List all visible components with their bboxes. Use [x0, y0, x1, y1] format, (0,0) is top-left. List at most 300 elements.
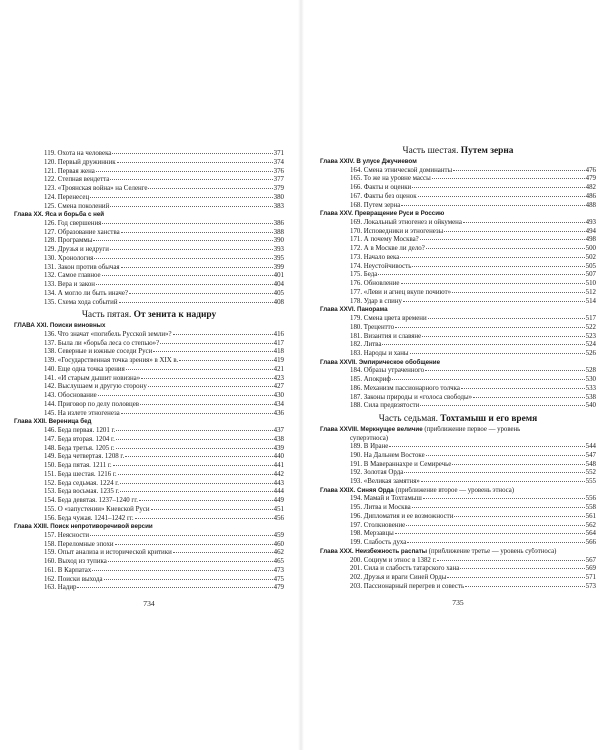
toc-entry	[14, 558, 284, 567]
toc-entry-title: 182. Литва	[350, 341, 382, 349]
dot-leader	[452, 291, 585, 293]
toc-entry-page: 569	[585, 565, 596, 573]
left-page	[0, 0, 298, 750]
toc-entry-title: 129. Друзья и недруги	[44, 246, 109, 254]
dot-leader	[426, 454, 585, 456]
toc-entry-page: 438	[273, 435, 284, 443]
dot-leader	[432, 177, 585, 179]
toc-entry-page: 439	[273, 444, 284, 452]
chapter-title: Глава XXVIII. Меркнущее величие	[320, 426, 423, 434]
toc-entry-title: 150. Беда пятая. 1211 г.	[44, 462, 112, 470]
toc-entry-title: 130. Хронология	[44, 254, 94, 262]
toc-entry	[14, 541, 284, 550]
chapter-title: Глава XXV. Превращение Руси в Россию	[320, 210, 445, 218]
toc-entry-title: 147. Беда вторая. 1204 г.	[44, 435, 115, 443]
toc-entry-title: 133. Вера и закон	[44, 281, 95, 289]
dot-leader	[428, 317, 585, 319]
chapter-title: Глава XXIII. Поиск непротиворечивой версии	[14, 523, 153, 531]
toc-entry-page: 494	[585, 227, 596, 235]
toc-entry	[14, 272, 284, 281]
toc-entry	[14, 331, 284, 340]
dot-leader	[412, 186, 584, 188]
chapter-title: Глава XXVII. Эмпирическое обобщение	[320, 358, 441, 366]
toc-entry-page: 512	[585, 288, 596, 296]
dot-leader	[110, 205, 272, 207]
toc-entry-title: 141. «И старым дышит новизна»	[44, 374, 141, 382]
toc-entry-title: 189. В Иране	[350, 443, 389, 451]
page-number: 734	[143, 599, 155, 609]
toc-entry-title: 162. Поиски выхода	[44, 575, 103, 583]
toc-entry-title: 199. Слабость духа	[350, 539, 407, 547]
toc-entry	[320, 341, 596, 350]
toc-entry	[14, 290, 284, 299]
toc-entry-page: 507	[585, 271, 596, 279]
toc-entry-title: 177. «Леви и агнец вкупе почиют»	[350, 288, 452, 296]
toc-entry	[14, 506, 284, 515]
toc-entry-page: 371	[273, 150, 284, 157]
toc-entry	[320, 167, 596, 176]
toc-entry-page: 444	[273, 488, 284, 496]
toc-entry-page: 377	[273, 176, 284, 184]
toc-entry	[320, 289, 596, 298]
dot-leader	[421, 480, 585, 482]
toc-entry-title: 151. Беда шестая. 1216 г.	[44, 470, 117, 478]
dot-leader	[104, 578, 273, 580]
toc-entry-title: 167. Факты без оценок	[350, 192, 417, 200]
dot-leader	[121, 266, 273, 268]
dot-leader	[141, 377, 273, 379]
dot-leader	[116, 447, 273, 449]
chapter-heading	[320, 359, 596, 368]
dot-leader	[90, 196, 273, 198]
toc-entry-page: 486	[585, 192, 596, 200]
toc-entry-title: 164. Смена этнической доминанты	[350, 166, 453, 174]
toc-entry-title: 195. Литва и Москва	[350, 504, 411, 512]
toc-entry	[14, 453, 284, 462]
toc-entry	[14, 229, 284, 238]
dot-leader	[77, 586, 272, 588]
toc-entry-page: 434	[273, 400, 284, 408]
dot-leader	[473, 396, 585, 398]
toc-entry-title: 186. Механизм пассионарного толчка	[350, 384, 460, 392]
toc-entry-title: 202. Друзья и враги Синей Орды	[350, 574, 447, 582]
toc-entry-title: 191. В Мавераннахре и Семиречье	[350, 460, 452, 468]
dot-leader	[465, 585, 585, 587]
dot-leader	[98, 394, 273, 396]
dot-leader	[96, 170, 273, 172]
dot-leader	[140, 403, 273, 405]
toc-entry-page: 460	[273, 540, 284, 548]
toc-entry-page: 530	[585, 376, 596, 384]
toc-entry-title: 121. Первая жена	[44, 167, 95, 175]
toc-entry	[14, 375, 284, 384]
toc-entry	[14, 255, 284, 264]
dot-leader	[112, 152, 272, 154]
toc-entry-page: 449	[273, 497, 284, 505]
toc-entry-title: 176. Обновление	[350, 280, 400, 288]
chapter-title: Глава XXIX. Синяя Орда	[320, 486, 394, 494]
dot-leader	[461, 387, 585, 389]
toc-entry-title: 193. «Великая замятня»	[350, 478, 420, 486]
toc-entry-title: 168. Путем зерна	[350, 201, 401, 209]
chapter-note: (приближение первое — уровень	[422, 426, 521, 434]
toc-entry	[14, 427, 284, 436]
part-title	[320, 145, 596, 157]
toc-entry	[320, 461, 596, 470]
dot-leader	[173, 333, 273, 335]
dot-leader	[412, 265, 584, 267]
part-subtitle: Тохтамыш и его время	[440, 414, 538, 425]
dot-leader	[110, 248, 273, 250]
toc-entry	[320, 583, 596, 592]
toc-entry-title: 178. Удар в спину	[350, 297, 402, 305]
chapter-title: Глава XX. Яса и борьба с ней	[14, 211, 105, 219]
toc-entry	[14, 220, 284, 229]
dot-leader	[139, 499, 273, 501]
toc-entry-title: 194. Мамай и Тохтамыш	[350, 495, 422, 503]
dot-leader	[118, 473, 273, 475]
toc-entry	[320, 315, 596, 324]
toc-entry-title: 161. В Карпатах	[44, 566, 92, 574]
toc-entry-title: 144. Приговор по делу половцев	[44, 400, 140, 408]
toc-entry	[14, 401, 284, 410]
toc-entry-title: 173. Начало века	[350, 253, 400, 261]
toc-entry-title: 131. Закон против обычая	[44, 263, 120, 271]
chapter-heading	[14, 211, 284, 220]
toc-entry-page: 566	[585, 539, 596, 547]
toc-entry-title: 143. Обоснование	[44, 392, 97, 400]
dot-leader	[395, 532, 585, 534]
toc-entry	[320, 504, 596, 513]
toc-entry-page: 547	[585, 451, 596, 459]
toc-entry-title: 172. А в Москве ли дело?	[350, 245, 425, 253]
dot-leader	[389, 445, 584, 447]
toc-entry	[14, 340, 284, 349]
toc-entry-title: 166. Факты и оценки	[350, 184, 412, 192]
toc-entry-title: 135. Схема хода событий	[44, 298, 118, 306]
toc-entry-page: 482	[585, 184, 596, 192]
right-page	[304, 0, 600, 750]
toc-entry-page: 479	[273, 584, 284, 592]
toc-entry-page: 395	[273, 254, 284, 262]
toc-entry-page: 408	[273, 298, 284, 306]
dot-leader	[135, 517, 273, 519]
dot-leader	[452, 463, 584, 465]
toc-entry	[320, 254, 596, 263]
dot-leader	[148, 187, 272, 189]
toc-entry	[320, 402, 596, 411]
chapter-heading	[320, 306, 596, 315]
toc-entry	[320, 184, 596, 193]
toc-entry-page: 441	[273, 462, 284, 470]
toc-entry-page: 421	[273, 365, 284, 373]
toc-entry-page: 443	[273, 479, 284, 487]
dot-leader	[120, 490, 272, 492]
chapter-title: Глава XXX. Неизбежность распаты	[320, 547, 428, 555]
dot-leader	[420, 404, 584, 406]
dot-leader	[129, 292, 273, 294]
toc-entry-page: 399	[273, 263, 284, 271]
toc-entry-page: 417	[273, 339, 284, 347]
toc-entry-page: 405	[273, 289, 284, 297]
toc-entry-title: 155. О «запустении» Киевской Руси	[44, 505, 150, 513]
dot-leader	[410, 352, 585, 354]
toc-entry-title: 124. Перенесец	[44, 193, 90, 201]
toc-entry-title: 181. Византия и славяне	[350, 332, 422, 340]
dot-leader	[92, 569, 272, 571]
toc-entry-page: 500	[585, 245, 596, 253]
toc-entry-page: 451	[273, 505, 284, 513]
toc-entry	[14, 150, 284, 159]
toc-entry	[320, 565, 596, 574]
toc-entry	[320, 219, 596, 228]
toc-entry-title: 174. Неустойчивость	[350, 262, 412, 270]
toc-entry-page: 475	[273, 575, 284, 583]
toc-entry-page: 383	[273, 202, 284, 210]
toc-entry-title: 200. Социум и этнос в 1382 г.	[350, 556, 437, 564]
toc-entry-page: 573	[585, 582, 596, 590]
dot-leader	[90, 534, 273, 536]
toc-entry-page: 462	[273, 549, 284, 557]
toc-entry-title: 196. Дипломатия и ее возможности	[350, 512, 454, 520]
toc-entry-title: 165. То же на уровне массы	[350, 175, 431, 183]
toc-entry-page: 493	[585, 218, 596, 226]
toc-entry-page: 517	[585, 315, 596, 323]
part-title	[14, 309, 284, 321]
toc-entry-title: 148. Беда третья. 1205 г.	[44, 444, 115, 452]
chapter-heading	[14, 523, 284, 532]
toc-entry-title: 126. Год свершения	[44, 219, 102, 227]
dot-leader	[437, 559, 584, 561]
toc-entry	[14, 383, 284, 392]
dot-leader	[463, 221, 585, 223]
toc-entry	[14, 471, 284, 480]
toc-entry-page: 564	[585, 530, 596, 538]
toc-entry	[14, 480, 284, 489]
toc-entry-page: 510	[585, 280, 596, 288]
toc-entry-page: 524	[585, 341, 596, 349]
toc-entry	[14, 410, 284, 419]
toc-entry	[14, 159, 284, 168]
toc-entry-page: 430	[273, 392, 284, 400]
part-name: Часть седьмая.	[378, 414, 441, 425]
toc-entry-page: 540	[585, 402, 596, 410]
chapter-note: (приближение второе — уровень этноса)	[393, 486, 515, 494]
toc-entry-title: 180. Трецентто	[350, 323, 395, 331]
part-subtitle: Путем зерна	[460, 146, 514, 156]
toc-entry-page: 427	[273, 383, 284, 391]
toc-entry-title: 123. «Троянская война» на Селенге	[44, 185, 148, 192]
dot-leader	[460, 567, 584, 569]
toc-entry-page: 442	[273, 470, 284, 478]
toc-entry	[320, 443, 596, 452]
toc-entry	[320, 522, 596, 531]
toc-entry-title: 142. Выслушаем и другую сторону	[44, 383, 147, 391]
toc-entry-title: 153. Беда восьмая. 1235 г.	[44, 488, 120, 496]
toc-entry-title: 185. Апокриф	[350, 376, 391, 384]
toc-entry-page: 558	[585, 504, 596, 512]
toc-entry	[320, 193, 596, 202]
dot-leader	[125, 455, 272, 457]
toc-entry	[14, 237, 284, 246]
toc-entry-title: 140. Еще одна точка зрения	[44, 365, 125, 373]
dot-leader	[400, 256, 584, 258]
dot-leader	[102, 222, 272, 224]
toc-entry-title: 145. На излете этногенеза	[44, 409, 120, 417]
toc-entry-title: 171. А почему Москва?	[350, 236, 419, 244]
toc-entry-page: 401	[273, 272, 284, 280]
toc-entry	[14, 445, 284, 454]
chapter-heading	[14, 418, 284, 427]
toc-entry-page: 418	[273, 348, 284, 356]
toc-entry-page: 390	[273, 237, 284, 245]
chapter-note-continued: суперэтноса)	[350, 434, 389, 442]
toc-entry-title: 179. Смена цвета времени	[350, 315, 427, 323]
dot-leader	[378, 273, 584, 275]
toc-entry-title: 120. Первый дружинник	[44, 158, 116, 166]
toc-entry-page: 561	[585, 512, 596, 520]
toc-entry	[14, 366, 284, 375]
toc-entry	[320, 557, 596, 566]
toc-entry-title: 187. Законы природы и «голоса свободы»	[350, 393, 473, 401]
toc-entry-title: 158. Переломные эпохи	[44, 540, 114, 548]
toc-entry-page: 544	[585, 443, 596, 451]
toc-entry	[320, 202, 596, 211]
chapter-heading	[320, 210, 596, 219]
page-number: 735	[452, 597, 464, 607]
dot-leader	[406, 524, 584, 526]
chapter-heading	[14, 322, 284, 331]
toc-entry	[320, 175, 596, 184]
toc-entry	[14, 203, 284, 212]
dot-leader	[120, 482, 273, 484]
toc-entry-page: 440	[273, 453, 284, 461]
dot-leader	[148, 385, 273, 387]
toc-entry-page: 419	[273, 357, 284, 365]
toc-entry-title: 139. «Государственная точка зрения» в XIX в.	[44, 357, 179, 365]
dot-leader	[151, 508, 273, 510]
toc-entry-page: 514	[585, 297, 596, 305]
toc-entry-title: 128. Программы	[44, 237, 93, 245]
toc-entry-title: 159. Опыт анализа и исторической критики	[44, 549, 172, 557]
dot-leader	[173, 551, 273, 553]
toc-entry	[14, 515, 284, 524]
toc-entry-title: 198. Мерзавцы	[350, 530, 394, 538]
toc-entry-title: 125. Смена поколений	[44, 202, 110, 210]
toc-entry-title: 192. Золотая Орда	[350, 469, 404, 477]
dot-leader	[116, 438, 273, 440]
toc-entry-page: 423	[273, 374, 284, 382]
toc-entry-page: 556	[585, 495, 596, 503]
toc-entry-title: 137. Была ли «борьба леса со степью»?	[44, 339, 160, 347]
chapter-note: (приближение третье — уровень субэтноса)	[427, 547, 557, 555]
toc-entry	[14, 194, 284, 203]
toc-entry-title: 138. Северные и южные соседи Руси	[44, 348, 153, 356]
dot-leader	[121, 231, 273, 233]
dot-leader	[117, 161, 273, 163]
toc-entry-title: 157. Неясности	[44, 531, 90, 539]
chapter-heading	[320, 487, 596, 496]
toc-entry-page: 473	[273, 566, 284, 574]
dot-leader	[403, 300, 585, 302]
toc-entry-page: 393	[273, 246, 284, 254]
dot-leader	[423, 497, 585, 499]
toc-entry	[320, 478, 596, 487]
part-name: Часть шестая.	[402, 146, 461, 156]
toc-entry	[320, 539, 596, 548]
dot-leader	[119, 301, 273, 303]
toc-entry-page: 374	[273, 158, 284, 166]
part-title	[320, 413, 596, 425]
toc-entry-page: 388	[273, 228, 284, 236]
toc-entry-title: 134. А могло ли быть иначе?	[44, 289, 128, 297]
toc-entry-page: 459	[273, 531, 284, 539]
toc-entry-page: 552	[585, 469, 596, 477]
dot-leader	[425, 369, 585, 371]
dot-leader	[179, 359, 272, 361]
toc-entry-page: 416	[273, 330, 284, 338]
toc-entry-title: 184. Образы утраченного	[350, 367, 425, 375]
chapter-heading	[320, 548, 596, 557]
toc-entry-page: 436	[273, 409, 284, 417]
toc-entry	[320, 350, 596, 359]
toc-entry	[320, 394, 596, 403]
toc-entry	[320, 245, 596, 254]
toc-entry-page: 502	[585, 253, 596, 261]
toc-entry	[320, 376, 596, 385]
chapter-heading	[320, 158, 596, 167]
toc-entry	[320, 324, 596, 333]
toc-entry-page: 456	[273, 514, 284, 522]
toc-entry-page: 498	[585, 236, 596, 244]
dot-leader	[407, 541, 584, 543]
toc-entry	[320, 530, 596, 539]
chapter-title: ГЛАВА XXI. Поиски виновных	[14, 322, 106, 330]
dot-leader	[422, 335, 584, 337]
toc-entry-title: 149. Беда четвертая. 1208 г.	[44, 453, 125, 461]
toc-entry-title: 170. Исповедники и этногенезы	[350, 227, 444, 235]
toc-entry-page: 522	[585, 323, 596, 331]
dot-leader	[426, 247, 585, 249]
toc-entry	[14, 497, 284, 506]
toc-entry	[320, 367, 596, 376]
chapter-heading	[320, 426, 596, 435]
dot-leader	[447, 576, 584, 578]
chapter-title: Глава XXVI. Панорама	[320, 306, 388, 314]
toc-entry-page: 479	[585, 175, 596, 183]
toc-entry-page: 548	[585, 460, 596, 468]
dot-leader	[94, 257, 272, 259]
toc-entry-title: 201. Сила и слабость татарского хана	[350, 565, 460, 573]
dot-leader	[395, 326, 585, 328]
toc-entry	[14, 299, 284, 308]
dot-leader	[115, 543, 273, 545]
toc-entry	[320, 513, 596, 522]
toc-entry-page: 538	[585, 393, 596, 401]
toc-entry-page: 376	[273, 167, 284, 175]
toc-entry	[14, 264, 284, 273]
toc-entry-page: 488	[585, 201, 596, 209]
toc-entry-page: 526	[585, 350, 596, 358]
toc-entry-title: 188. Сила предвзятости	[350, 402, 420, 410]
toc-entry-title: 132. Самое главное	[44, 272, 101, 280]
toc-entry-page: 567	[585, 556, 596, 564]
dot-leader	[113, 464, 273, 466]
toc-entry-page: 528	[585, 367, 596, 375]
toc-entry	[14, 567, 284, 576]
toc-entry-page: 555	[585, 478, 596, 486]
toc-column	[14, 150, 284, 609]
